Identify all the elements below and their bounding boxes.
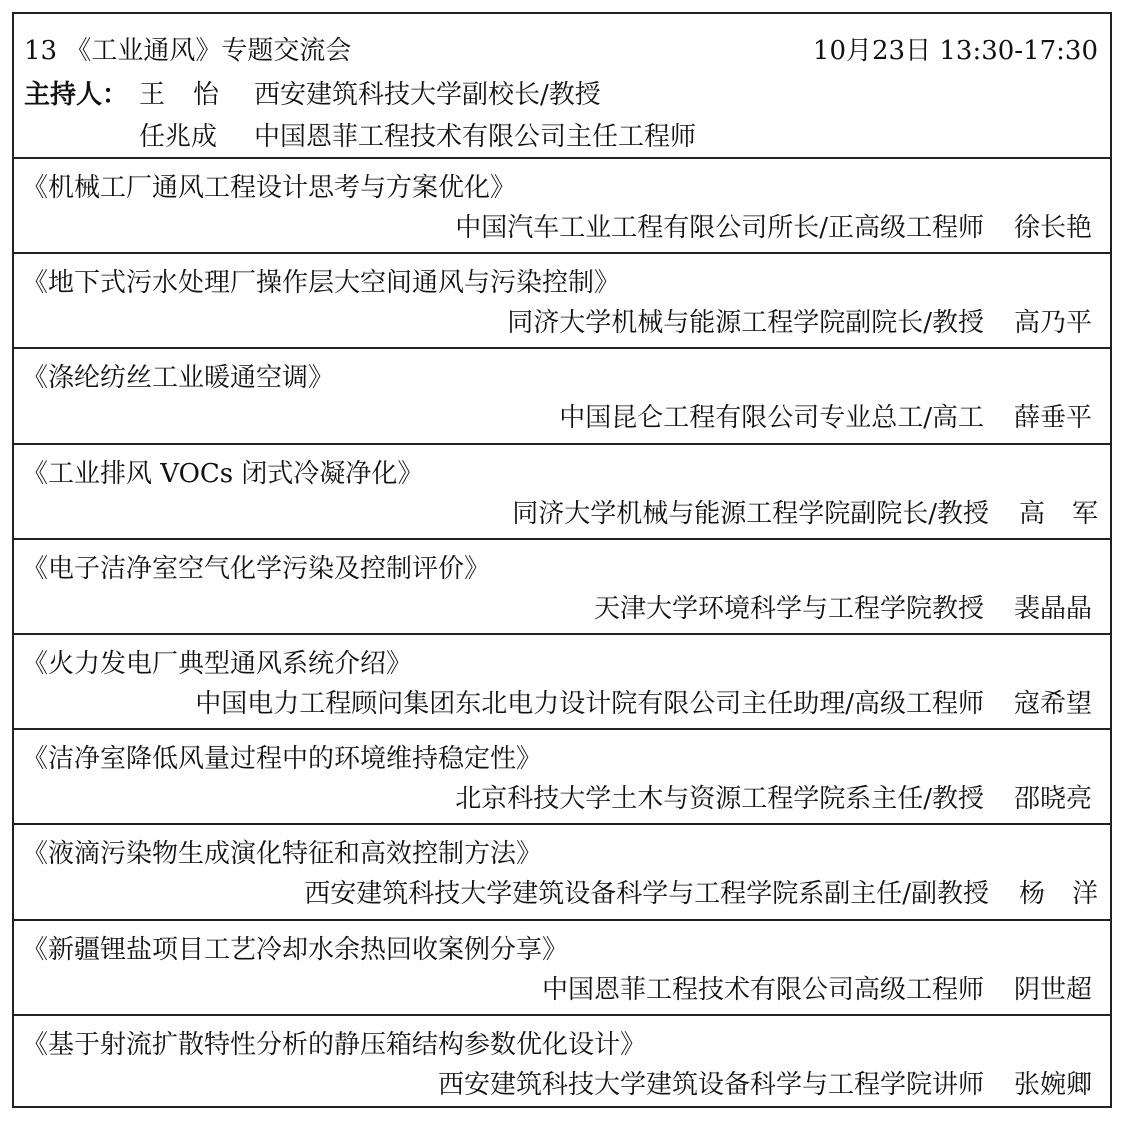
host-role: 中国恩菲工程技术有限公司主任工程师 [254,122,697,152]
speaker-affiliation: 中国恩菲工程技术有限公司高级工程师 [541,974,984,1005]
talk-title: 《液滴污染物生成演化特征和高效控制方法》 [22,839,543,870]
talk-title: 《工业排风 VOCs 闭式冷凝净化》 [22,458,424,489]
talk-row [14,921,1110,1016]
speaker-name: 邵晓亮 [1014,784,1093,815]
talk-row [14,159,1110,254]
talk-row [14,254,1110,349]
talk-row [14,1016,1110,1106]
talk-speaker-line [455,782,1098,816]
talk-speaker-line [512,497,1125,531]
talk-title: 《地下式污水处理厂操作层大空间通风与污染控制》 [22,268,621,299]
speaker-name: 阴世超 [1014,974,1093,1005]
host-name: 王怡 [139,80,248,110]
speaker-affiliation: 中国汽车工业工程有限公司所长/正高级工程师 [455,213,984,243]
session-header [14,14,1110,159]
speaker-name: 杨洋 [1018,879,1125,910]
speaker-affiliation: 西安建筑科技大学建筑设备科学与工程学院系副主任/副教授 [304,879,989,910]
talk-speaker-line [438,1068,1098,1102]
session-schedule-table [12,12,1125,1108]
speaker-name: 裴晶晶 [1014,593,1093,624]
speaker-affiliation: 中国电力工程顾问集团东北电力设计院有限公司主任助理/高级工程师 [195,688,984,719]
talk-title: 《电子洁净室空气化学污染及控制评价》 [22,553,491,584]
talk-title: 《新疆锂盐项目工艺冷却水余热回收案例分享》 [22,934,569,965]
speaker-name: 张婉卿 [1014,1069,1093,1100]
speaker-affiliation: 同济大学机械与能源工程学院副院长/教授 [507,308,984,339]
speaker-name: 寇希望 [1014,688,1093,719]
speaker-affiliation: 同济大学机械与能源工程学院副院长/教授 [512,498,989,529]
speaker-name: 徐长艳 [1014,213,1093,243]
talk-title: 《基于射流扩散特性分析的静压箱结构参数优化设计》 [22,1029,647,1060]
talk-row [14,349,1110,444]
talk-row [14,825,1125,920]
talk-speaker-line [304,877,1125,911]
session-title: 《工业通风》专题交流会 [65,36,352,66]
talk-speaker-line [594,592,1098,626]
talk-speaker-line [195,687,1098,721]
talk-row [14,635,1110,730]
talk-speaker-line [455,211,1098,245]
talk-speaker-line [559,401,1098,435]
talk-row [14,730,1110,825]
talk-row [14,445,1125,540]
host-name: 任兆成 [139,122,218,152]
talk-title: 《机械工厂通风工程设计思考与方案优化》 [22,173,517,203]
speaker-affiliation: 西安建筑科技大学建筑设备科学与工程学院讲师 [437,1069,984,1100]
session-title-line [24,34,351,68]
speaker-name: 高军 [1018,498,1125,529]
talk-title: 《涤纶纺丝工业暖通空调》 [22,363,335,394]
talk-row [14,540,1110,635]
speaker-affiliation: 北京科技大学土木与资源工程学院系主任/教授 [455,784,984,815]
speaker-affiliation: 中国昆仑工程有限公司专业总工/高工 [559,403,984,434]
talk-title: 《火力发电厂典型通风系统介绍》 [22,648,413,679]
hosts-label: 主持人： [24,80,129,110]
talk-speaker-line [507,306,1098,340]
speaker-name: 薛垂平 [1014,403,1093,434]
speaker-affiliation: 天津大学环境科学与工程学院教授 [593,593,984,624]
talk-title: 《洁净室降低风量过程中的环境维持稳定性》 [22,744,543,775]
speaker-name: 高乃平 [1014,308,1093,339]
session-number: 13 [24,36,58,66]
host-role: 西安建筑科技大学副校长/教授 [254,80,601,110]
talk-speaker-line [542,973,1098,1007]
session-datetime: 10月23日 13:30-17:30 [812,36,1098,66]
